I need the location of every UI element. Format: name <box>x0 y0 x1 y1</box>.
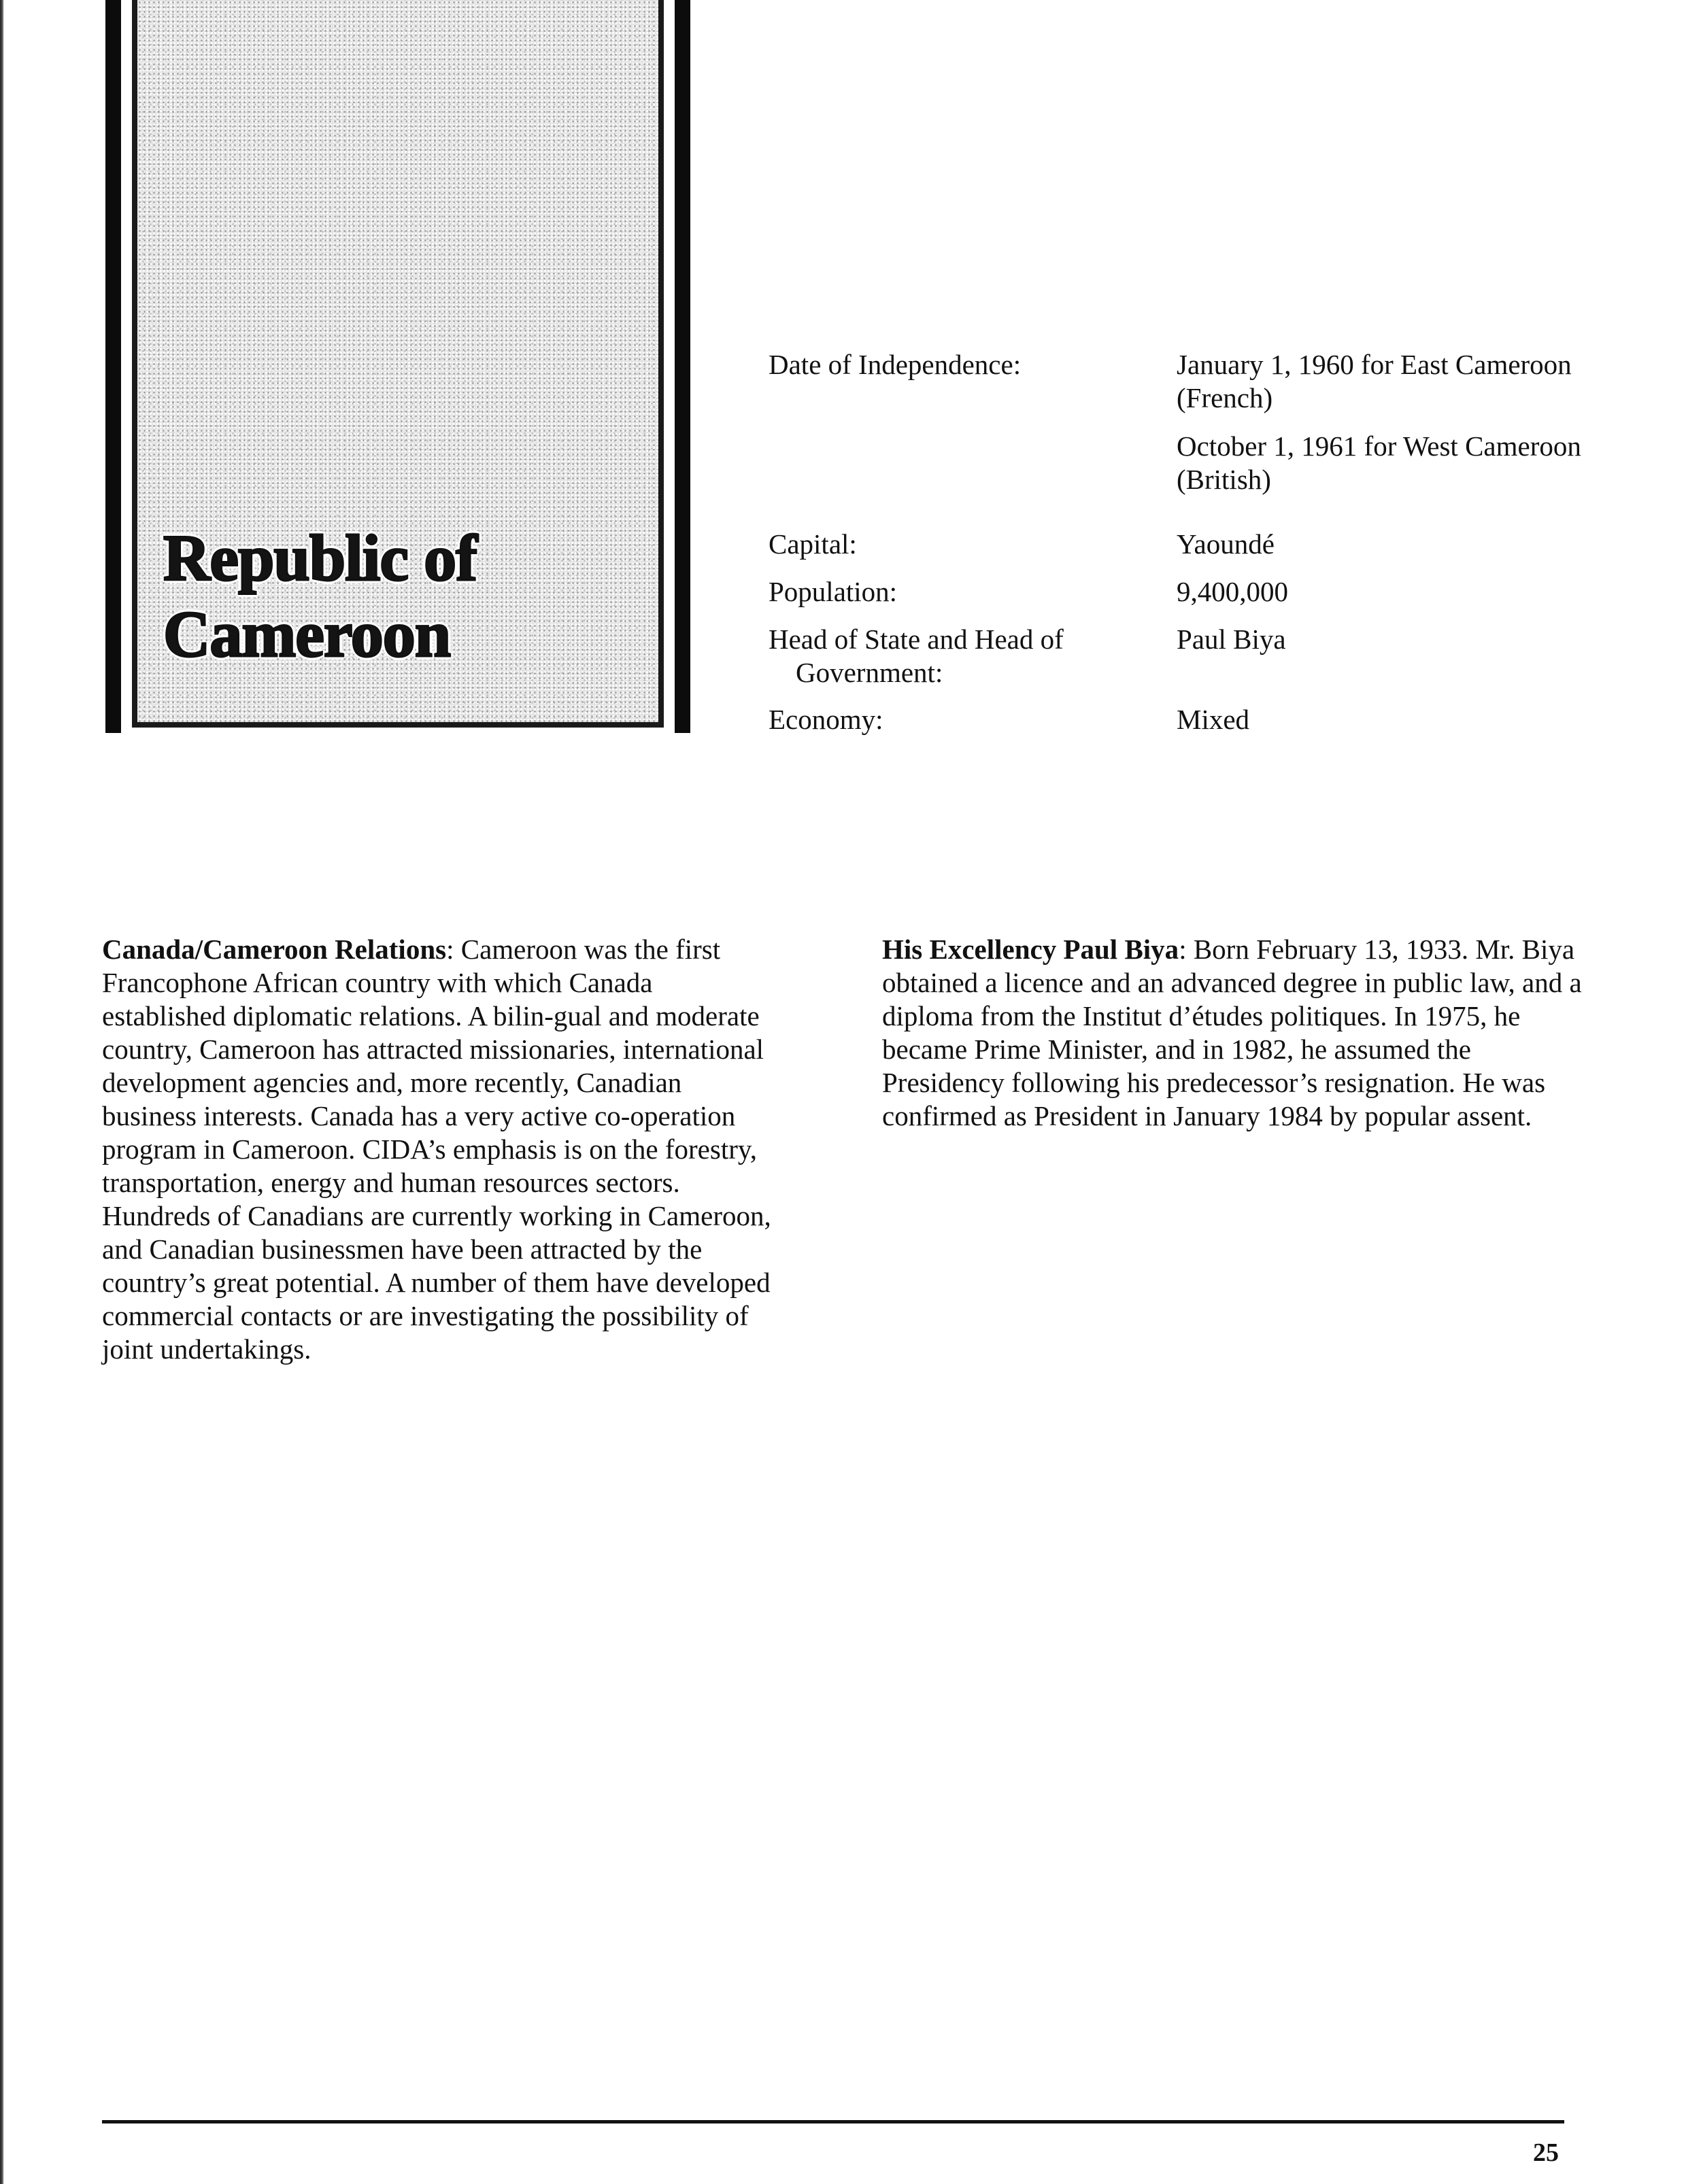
biography-text: : Born February 13, 1933. Mr. Biya obtained a licence and an advanced degree in public law, and a diploma from the Institut d’études politiques. In 1975, he became Prime Minister, and in 1982, he assumed the Presidency following his predecessor’s resignation. He was confirmed as President in January 1984 by popular assent. <box>882 934 1582 1131</box>
fact-label-line1: Head of State and Head of <box>769 624 1064 655</box>
country-title-line1: Republic of <box>163 522 477 594</box>
relations-text: : Cameroon was the first Francophone African country with which Canada established diplomatic relations. A bilin-gual and moderate country, Cameroon has attracted missionaries, international development agencies and, more recently, Canadian business interests. Canada has a very active co-operation program in Cameroon. CIDA’s emphasis is on the forestry, transportation, energy and human resources sectors. Hundreds of Canadians are currently working in Cameroon, and Canadian businessmen have been attracted by the country’s great potential. A number of them have developed commercial contacts or are investigating the possibility of joint undertakings. <box>102 934 771 1365</box>
frame-bar-right <box>675 0 690 733</box>
footer-rule <box>102 2120 1564 2123</box>
fact-value-east: January 1, 1960 for East Cameroon (French) <box>1177 349 1572 413</box>
page-number: 25 <box>1533 2138 1559 2167</box>
relations-heading: Canada/Cameroon Relations <box>102 934 447 965</box>
biography-paragraph <box>882 933 1589 1133</box>
biography-heading: His Excellency Paul Biya <box>882 934 1179 965</box>
fact-value <box>1177 348 1612 496</box>
title-panel <box>105 0 690 733</box>
fact-value: 9,400,000 <box>1177 576 1288 607</box>
country-title-line2: Cameroon <box>163 598 451 670</box>
fact-label: Capital: <box>769 528 857 560</box>
fact-value: Paul Biya <box>1177 624 1286 655</box>
frame-bar-left <box>105 0 121 733</box>
fact-label: Economy: <box>769 704 883 735</box>
fact-value: Yaoundé <box>1177 528 1275 560</box>
fact-label: Date of Independence: <box>769 349 1022 380</box>
fact-value-west: October 1, 1961 for West Cameroon (British) <box>1177 430 1581 495</box>
relations-paragraph <box>102 933 775 1366</box>
fact-value: Mixed <box>1177 704 1250 735</box>
fact-label <box>769 623 1149 689</box>
frame-inner-left <box>132 0 137 728</box>
fact-label-line2: Government: <box>796 657 943 688</box>
frame-bottom-line <box>132 722 664 728</box>
frame-inner-right <box>658 0 664 728</box>
page-edge <box>0 0 4 2184</box>
country-title <box>163 520 477 672</box>
fact-label: Population: <box>769 576 898 607</box>
